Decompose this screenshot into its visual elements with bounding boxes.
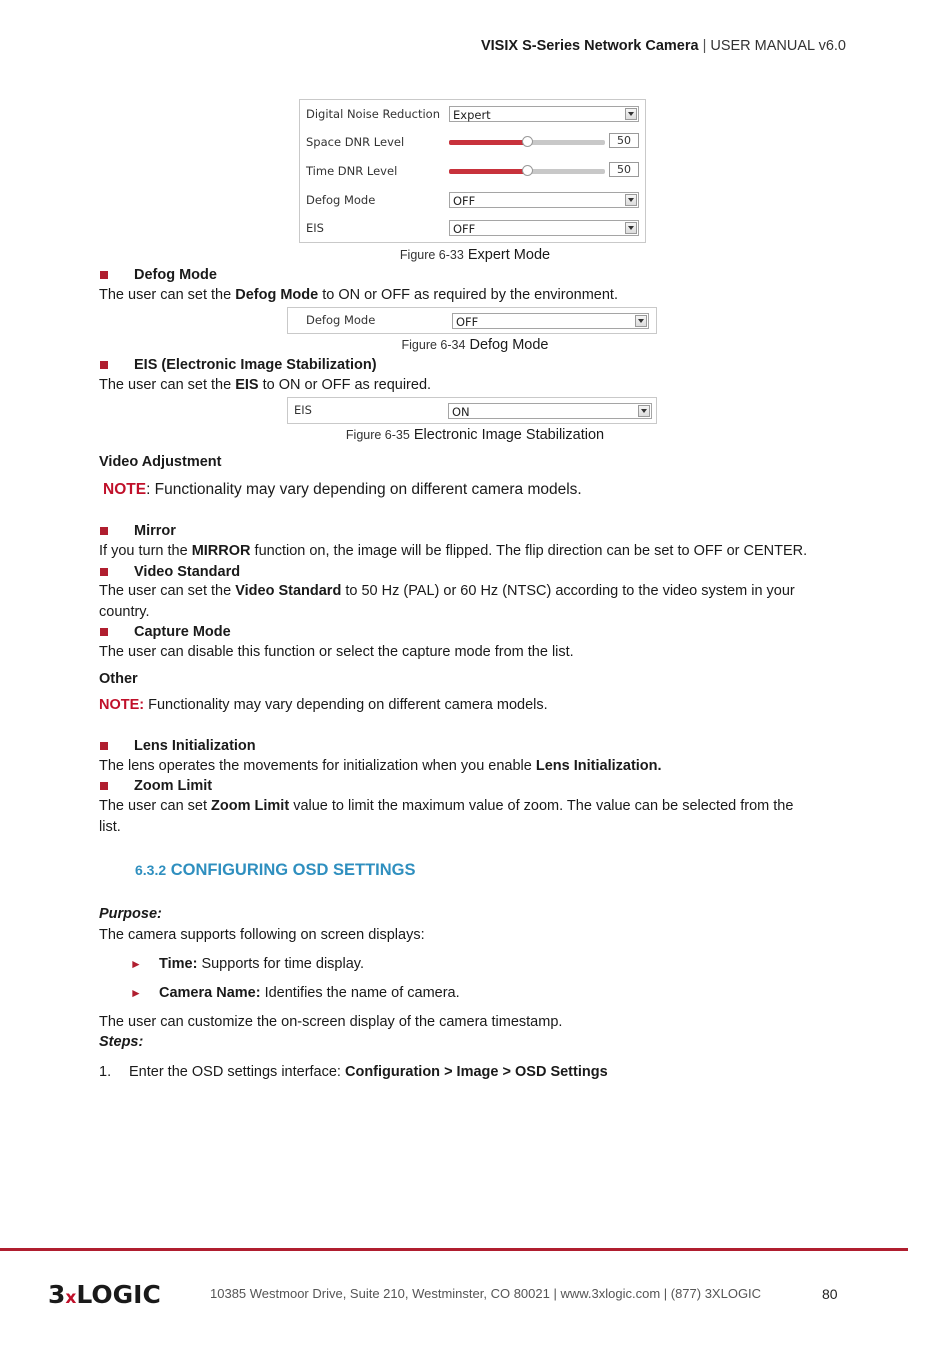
figure-caption-33: [0, 247, 950, 263]
header-manual: USER MANUAL v6.0: [710, 38, 846, 54]
defog-mode-value: OFF: [456, 315, 479, 329]
page-header: [481, 38, 846, 54]
time-dnr-knob[interactable]: [522, 165, 533, 176]
page-number: 80: [822, 1286, 838, 1302]
defog-mode-select[interactable]: [449, 192, 639, 208]
other-note: [99, 697, 548, 713]
figure-title: Defog Mode: [469, 337, 549, 353]
dnr-select[interactable]: [449, 106, 639, 122]
zoom-limit-heading: Zoom Limit: [134, 778, 213, 794]
text-bold: Defog Mode: [235, 287, 319, 303]
eis-label: EIS: [294, 403, 312, 417]
chevron-down-icon: [625, 222, 637, 234]
arrow-bullet-icon: ►: [130, 957, 142, 971]
space-dnr-slider[interactable]: [449, 140, 605, 145]
figure-number: Figure 6-33: [399, 248, 464, 262]
note-text: Functionality may vary depending on different camera models.: [144, 697, 548, 713]
note-text: : Functionality may vary depending on different camera models.: [146, 481, 582, 498]
text-bold: Video Standard: [235, 583, 342, 599]
figure-caption-34: [0, 337, 950, 353]
video-standard-heading: Video Standard: [134, 564, 241, 580]
figure-title: Expert Mode: [467, 247, 551, 263]
lens-init-heading: Lens Initialization: [134, 738, 256, 754]
eis-heading: EIS (Electronic Image Stabilization): [134, 357, 377, 373]
zoom-limit-line2: list.: [99, 819, 121, 835]
footer-address: 10385 Westmoor Drive, Suite 210, Westminster, CO 80021 | www.3xlogic.com | (877) 3XLOGIC: [210, 1286, 762, 1301]
mirror-heading: Mirror: [134, 523, 176, 539]
steps-label: Steps:: [99, 1034, 144, 1050]
text: The user can set the: [99, 287, 236, 303]
figure-number: Figure 6-35: [345, 428, 410, 442]
footer-divider: [0, 1248, 908, 1251]
video-standard-line2: country.: [99, 604, 150, 620]
section-heading: [135, 861, 416, 880]
space-dnr-fill: [449, 140, 527, 145]
figure-caption-35: [0, 427, 950, 443]
video-adjustment-note: [103, 481, 582, 499]
text: Supports for time display.: [197, 956, 364, 972]
eis-value: OFF: [453, 222, 476, 236]
purpose-item-time: [159, 956, 364, 972]
text-bold: Camera Name:: [159, 985, 261, 1001]
text: to ON or OFF as required.: [258, 377, 432, 393]
text: value to limit the maximum value of zoom. The value can be selected from the: [289, 798, 794, 814]
chevron-down-icon: [638, 405, 650, 417]
text: to ON or OFF as required by the environment.: [318, 287, 618, 303]
defog-mode-select[interactable]: [452, 313, 649, 329]
logo-x: x: [65, 1288, 77, 1308]
figure-number: Figure 6-34: [401, 338, 466, 352]
text-bold: Time:: [159, 956, 198, 972]
mirror-paragraph: [99, 543, 807, 559]
chevron-down-icon: [635, 315, 647, 327]
header-product: VISIX S-Series Network Camera: [480, 38, 699, 54]
text-bold: Lens Initialization.: [535, 758, 662, 774]
space-dnr-knob[interactable]: [522, 136, 533, 147]
text: If you turn the: [99, 543, 192, 559]
text-bold: Zoom Limit: [211, 798, 290, 814]
figure-title: Electronic Image Stabilization: [413, 427, 605, 443]
time-dnr-slider[interactable]: [449, 169, 605, 174]
eis-select[interactable]: [449, 220, 639, 236]
defog-mode-label: Defog Mode: [306, 313, 376, 327]
dnr-label: Digital Noise Reduction: [306, 107, 440, 121]
customize-text: The user can customize the on-screen display of the camera timestamp.: [99, 1014, 563, 1030]
eis-label: EIS: [306, 221, 324, 235]
text: to 50 Hz (PAL) or 60 Hz (NTSC) according to the video system in your: [341, 583, 795, 599]
text: The user can set the: [99, 583, 236, 599]
step-1: [129, 1064, 608, 1080]
time-dnr-fill: [449, 169, 527, 174]
chevron-down-icon: [625, 108, 637, 120]
expert-mode-panel: [299, 99, 646, 243]
defog-mode-value: OFF: [453, 194, 476, 208]
bullet-square: [100, 782, 108, 790]
text: function on, the image will be flipped. The flip direction can be set to OFF or CENTER.: [250, 543, 808, 559]
other-heading: Other: [99, 671, 138, 687]
defog-mode-panel: [287, 307, 657, 334]
header-separator: |: [702, 38, 707, 54]
capture-mode-heading: Capture Mode: [134, 624, 231, 640]
step-number: 1.: [99, 1064, 112, 1080]
company-logo: [48, 1281, 161, 1312]
bullet-square: [100, 271, 108, 279]
eis-value: ON: [452, 405, 470, 419]
purpose-label: Purpose:: [99, 906, 162, 922]
defog-heading: Defog Mode: [134, 267, 217, 283]
text: Identifies the name of camera.: [260, 985, 460, 1001]
space-dnr-value[interactable]: 50: [609, 133, 639, 148]
eis-paragraph: [99, 377, 431, 393]
text-bold: MIRROR: [191, 543, 251, 559]
defog-mode-label: Defog Mode: [306, 193, 376, 207]
capture-mode-paragraph: The user can disable this function or select the capture mode from the list.: [99, 644, 574, 660]
eis-panel: [287, 397, 657, 424]
bullet-square: [100, 361, 108, 369]
bullet-square: [100, 568, 108, 576]
purpose-text: The camera supports following on screen displays:: [99, 927, 425, 943]
eis-select[interactable]: [448, 403, 652, 419]
section-number: 6.3.2: [135, 862, 167, 878]
time-dnr-value[interactable]: 50: [609, 162, 639, 177]
text: Enter the OSD settings interface:: [129, 1064, 345, 1080]
text: The user can set the: [99, 377, 236, 393]
space-dnr-label: Space DNR Level: [306, 135, 405, 149]
bullet-square: [100, 527, 108, 535]
lens-init-paragraph: [99, 758, 662, 774]
defog-paragraph: [99, 287, 618, 303]
logo-text: 3: [48, 1280, 66, 1309]
dnr-select-value: Expert: [453, 108, 491, 122]
note-label: NOTE:: [99, 697, 145, 713]
chevron-down-icon: [625, 194, 637, 206]
text-bold: Configuration > Image > OSD Settings: [345, 1064, 608, 1080]
bullet-square: [100, 628, 108, 636]
text: The lens operates the movements for initialization when you enable: [99, 758, 536, 774]
time-dnr-label: Time DNR Level: [306, 164, 398, 178]
arrow-bullet-icon: ►: [130, 986, 142, 1000]
logo-text: LOGIC: [76, 1280, 161, 1309]
text: The user can set: [99, 798, 212, 814]
video-adjustment-heading: Video Adjustment: [99, 454, 222, 470]
bullet-square: [100, 742, 108, 750]
text-bold: EIS: [235, 377, 259, 393]
note-label: NOTE: [103, 481, 147, 498]
zoom-limit-paragraph: [99, 798, 793, 814]
section-title: CONFIGURING OSD SETTINGS: [170, 861, 416, 879]
purpose-item-camera-name: [159, 985, 460, 1001]
video-standard-paragraph: [99, 583, 795, 599]
